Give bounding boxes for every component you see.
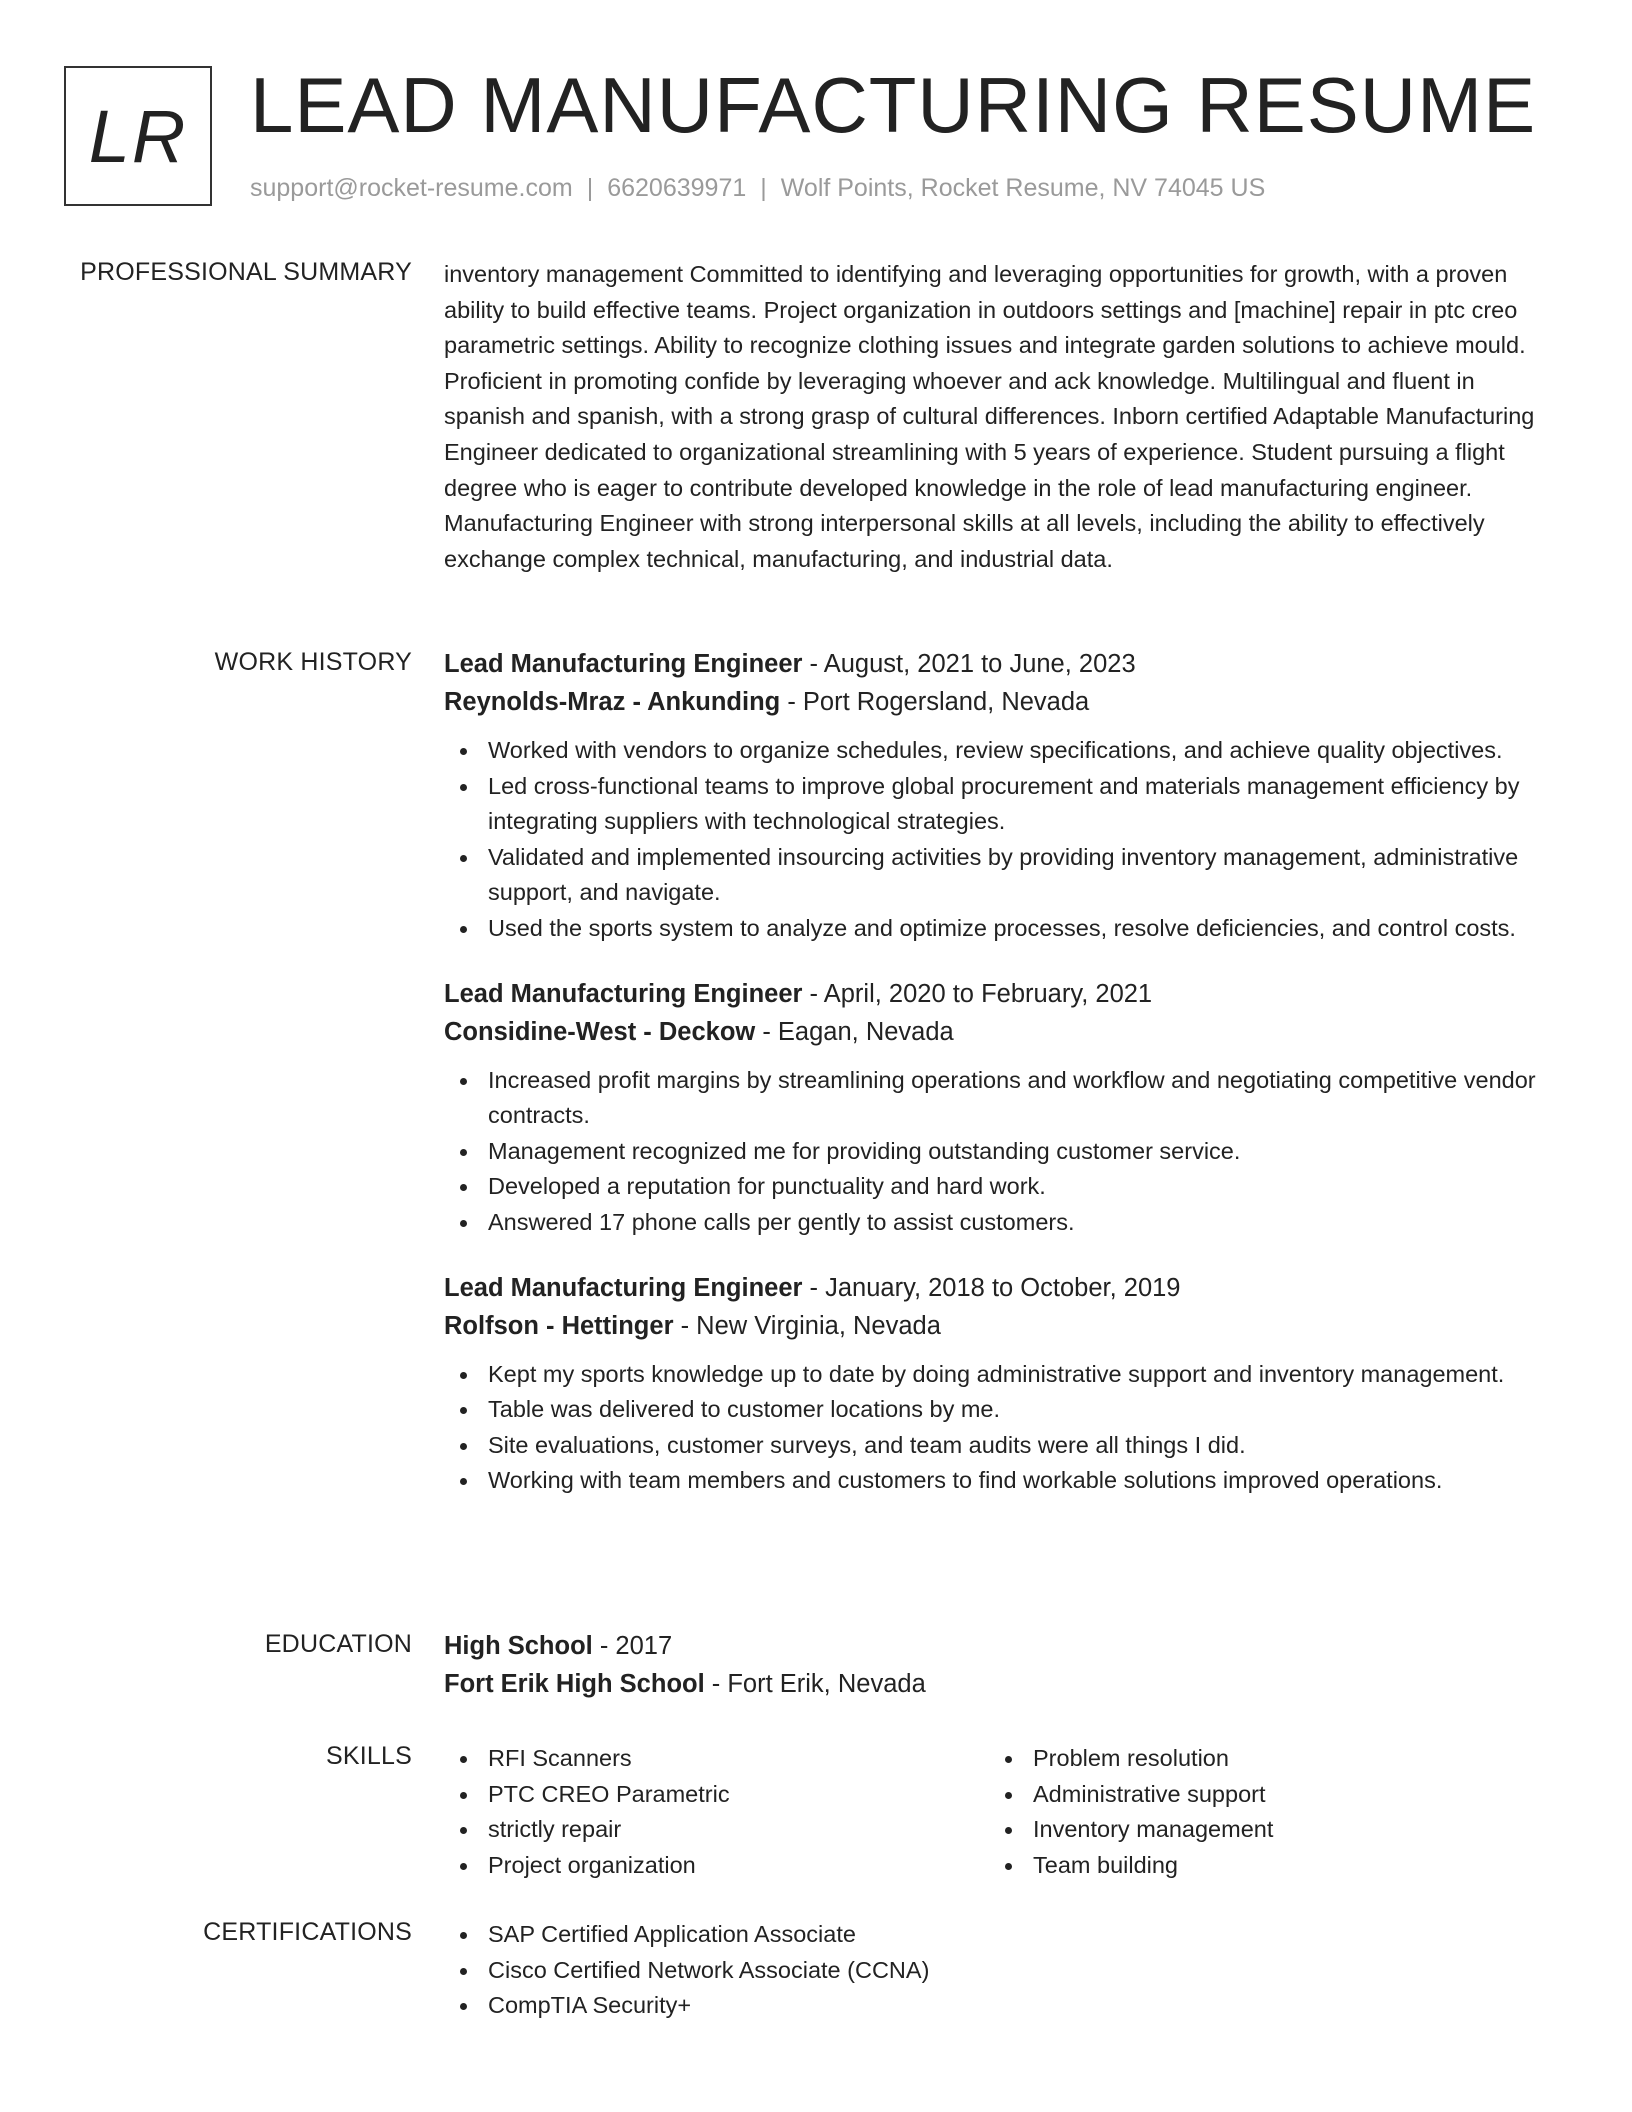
bullet-text: Worked with vendors to organize schedules, review specifications, and achieve quality objectives.	[488, 737, 1503, 763]
contact-line	[250, 174, 1265, 203]
skill-text: PTC CREO Parametric	[488, 1780, 730, 1807]
bullet-icon	[460, 1792, 467, 1799]
contact-address: Wolf Points, Rocket Resume, NV 74045 US	[780, 174, 1266, 202]
job-entry	[444, 975, 1560, 1241]
work-history-heading: WORK HISTORY	[214, 648, 412, 676]
job-bullets	[444, 733, 1560, 947]
bullet-icon	[460, 1756, 467, 1763]
education-heading: EDUCATION	[264, 1630, 412, 1658]
summary-text: inventory management Committed to identifying and leveraging opportunities for growth, with a proven ability to build effective teams. Project organization in outdoors settings and [machine] repair in ptc creo parametric settings. Ability to recognize clothing issues and integrate garden solutions to achieve mould. Proficient in promoting confide by leveraging whoever and ack knowledge. Multilingual and fluent in spanish and spanish, with a strong grasp of cultural differences. Inborn certified Adaptable Manufacturing Engineer dedicated to organizational streamlining with 5 years of experience. Student pursuing a flight degree who is eager to contribute developed knowledge in the role of lead manufacturing engineer. Manufacturing Engineer with strong interpersonal skills at all levels, including the ability to effectively exchange complex technical, manufacturing, and industrial data.	[444, 261, 1535, 572]
bullet-icon	[460, 784, 467, 791]
bullet-icon	[1005, 1792, 1012, 1799]
skill-text: Administrative support	[1033, 1780, 1266, 1807]
job-title-line	[444, 1269, 1560, 1307]
list-item	[444, 1392, 1560, 1428]
job-title-line	[444, 645, 1560, 683]
bullet-icon	[460, 1407, 467, 1414]
page-title: LEAD MANUFACTURING RESUME	[250, 61, 1537, 149]
job-location: - New Virginia, Nevada	[673, 1311, 941, 1340]
bullet-text: Increased profit margins by streamlining operations and workflow and negotiating competitive vendor contracts.	[488, 1066, 1536, 1129]
list-item	[444, 840, 1560, 911]
list-item	[989, 1848, 1534, 1884]
skills-column-right	[989, 1741, 1534, 1883]
list-item	[444, 1917, 1560, 1953]
job-title-line	[444, 975, 1560, 1013]
bullet-icon	[460, 1220, 467, 1227]
degree-line	[444, 1627, 1560, 1665]
job-company-line	[444, 1013, 1560, 1051]
contact-separator: |	[586, 174, 594, 202]
bullet-text: Management recognized me for providing outstanding customer service.	[488, 1137, 1241, 1164]
bullet-icon	[460, 1372, 467, 1379]
skill-text: strictly repair	[488, 1816, 622, 1843]
list-item	[444, 1848, 989, 1884]
certification-text: CompTIA Security+	[488, 1992, 692, 2019]
list-item	[444, 1169, 1560, 1205]
job-entry	[444, 645, 1560, 947]
bullet-icon	[460, 1184, 467, 1191]
list-item	[444, 1953, 1560, 1989]
bullet-icon	[460, 1863, 467, 1870]
job-location: - Port Rogersland, Nevada	[780, 688, 1090, 716]
job-dates: - January, 2018 to October, 2019	[802, 1273, 1181, 1302]
certifications-body	[444, 1917, 1560, 2024]
bullet-text: Table was delivered to customer locations by me.	[488, 1396, 1001, 1423]
job-entry	[444, 1269, 1560, 1499]
work-history-body	[444, 645, 1560, 1527]
contact-separator: |	[760, 174, 767, 202]
job-dates: - August, 2021 to June, 2023	[802, 650, 1136, 678]
job-company: Considine-West - Deckow	[444, 1017, 756, 1046]
school-name: Fort Erik High School	[444, 1670, 705, 1698]
list-item	[444, 1812, 989, 1848]
bullet-icon	[460, 1478, 467, 1485]
bullet-text: Kept my sports knowledge up to date by doing administrative support and inventory management.	[488, 1360, 1505, 1387]
skill-text: Problem resolution	[1033, 1745, 1229, 1771]
job-bullets	[444, 1357, 1560, 1499]
bullet-text: Developed a reputation for punctuality and hard work.	[488, 1173, 1046, 1200]
contact-email[interactable]: support@rocket-resume.com	[250, 174, 573, 202]
skill-text: Inventory management	[1033, 1816, 1274, 1843]
bullet-icon	[460, 855, 467, 862]
list-item	[444, 1205, 1560, 1241]
certification-text: Cisco Certified Network Associate (CCNA)	[488, 1956, 930, 1983]
job-company-line	[444, 683, 1560, 721]
bullet-icon	[1005, 1863, 1012, 1870]
bullet-icon	[460, 1968, 467, 1975]
bullet-icon	[1005, 1756, 1012, 1763]
job-title: Lead Manufacturing Engineer	[444, 650, 803, 678]
job-company: Rolfson - Hettinger	[444, 1311, 674, 1340]
list-item	[444, 1463, 1560, 1499]
list-item	[444, 1777, 989, 1813]
bullet-icon	[460, 926, 467, 933]
list-item	[444, 769, 1560, 840]
bullet-icon	[460, 2003, 467, 2010]
skills-body	[444, 1741, 1560, 1883]
skills-column-left	[444, 1741, 989, 1883]
bullet-text: Site evaluations, customer surveys, and team audits were all things I did.	[488, 1431, 1246, 1458]
bullet-icon	[460, 1078, 467, 1085]
resume-header	[64, 61, 1568, 212]
graduation-year: - 2017	[592, 1632, 673, 1660]
bullet-icon	[460, 1827, 467, 1834]
list-item	[989, 1812, 1534, 1848]
certification-text: SAP Certified Application Associate	[488, 1921, 856, 1947]
job-dates: - April, 2020 to February, 2021	[802, 979, 1153, 1008]
list-item	[989, 1741, 1534, 1777]
bullet-icon	[460, 748, 467, 755]
skill-text: RFI Scanners	[488, 1745, 632, 1771]
list-item	[444, 1741, 989, 1777]
school-location: - Fort Erik, Nevada	[704, 1670, 926, 1698]
bullet-text: Used the sports system to analyze and optimize processes, resolve deficiencies, and control costs.	[488, 914, 1516, 941]
bullet-icon	[460, 1149, 467, 1156]
list-item	[444, 1428, 1560, 1464]
list-item	[444, 1134, 1560, 1170]
bullet-text: Validated and implemented insourcing activities by providing inventory management, administrative support, and navigate.	[488, 843, 1519, 906]
bullet-icon	[460, 1443, 467, 1450]
summary-heading: PROFESSIONAL SUMMARY	[80, 258, 412, 286]
job-company-line	[444, 1307, 1560, 1345]
list-item	[444, 1063, 1560, 1134]
list-item	[444, 1357, 1560, 1393]
list-item	[444, 911, 1560, 947]
bullet-icon	[1005, 1827, 1012, 1834]
list-item	[444, 733, 1560, 769]
skills-grid	[444, 1741, 1560, 1883]
certifications-list	[444, 1917, 1560, 2024]
job-bullets	[444, 1063, 1560, 1241]
education-body	[444, 1627, 1560, 1703]
skill-text: Project organization	[488, 1851, 696, 1878]
bullet-text: Answered 17 phone calls per gently to assist customers.	[488, 1208, 1075, 1235]
bullet-text: Led cross-functional teams to improve global procurement and materials management efficiency by integrating suppliers with technological strategies.	[488, 772, 1520, 835]
skills-heading: SKILLS	[326, 1742, 412, 1770]
bullet-text: Working with team members and customers to find workable solutions improved operations.	[488, 1467, 1443, 1494]
list-item	[444, 1988, 1560, 2024]
skill-text: Team building	[1033, 1851, 1179, 1878]
job-title: Lead Manufacturing Engineer	[444, 979, 803, 1008]
monogram-logo: LR	[64, 66, 212, 206]
school-line	[444, 1665, 1560, 1703]
summary-body	[444, 257, 1560, 577]
contact-phone[interactable]: 6620639971	[607, 174, 747, 202]
list-item	[989, 1777, 1534, 1813]
job-location: - Eagan, Nevada	[755, 1017, 954, 1046]
job-title: Lead Manufacturing Engineer	[444, 1273, 803, 1302]
degree: High School	[444, 1632, 593, 1660]
certifications-heading: CERTIFICATIONS	[203, 1918, 412, 1946]
job-company: Reynolds-Mraz - Ankunding	[444, 688, 781, 716]
bullet-icon	[460, 1932, 467, 1939]
